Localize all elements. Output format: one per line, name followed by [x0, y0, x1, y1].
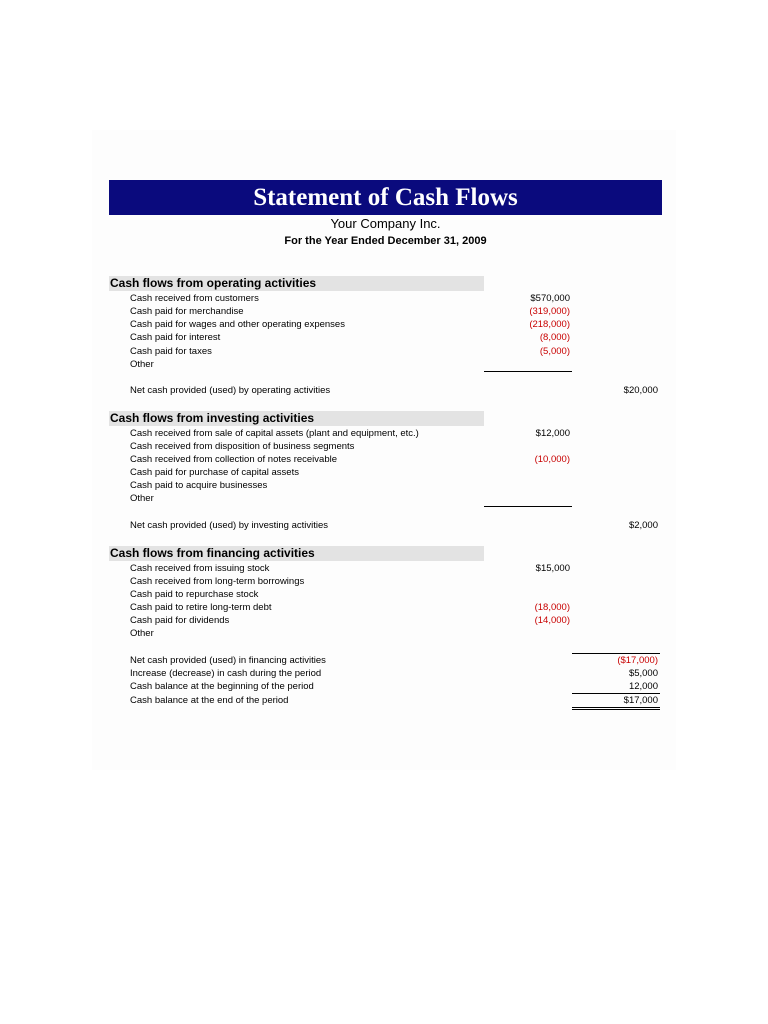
summary-line: Cash balance at the end of the period — [130, 695, 289, 706]
reporting-period: For the Year Ended December 31, 2009 — [284, 235, 487, 247]
financing-line: Cash received from long-term borrowings — [130, 576, 305, 587]
operating-amount: (218,000) — [529, 319, 570, 330]
operating-amount: (5,000) — [539, 346, 570, 357]
company-name: Your Company Inc. — [330, 216, 441, 231]
investing-line: Cash paid for purchase of capital assets — [130, 467, 299, 478]
financing-line: Cash paid for dividends — [130, 615, 230, 626]
summary-amount: ($17,000) — [617, 655, 658, 666]
investing-line: Cash received from disposition of business segments — [130, 441, 355, 452]
financing-line: Other — [130, 628, 154, 639]
summary-line: Cash balance at the beginning of the period — [130, 681, 314, 692]
operating-subtotal-rule — [484, 371, 572, 372]
operating-amount: (319,000) — [529, 306, 570, 317]
operating-line: Cash paid for taxes — [130, 346, 212, 357]
operating-amount: $570,000 — [530, 293, 570, 304]
investing-section-heading: Cash flows from investing activities — [109, 411, 484, 426]
investing-amount: $12,000 — [535, 428, 570, 439]
summary-amount: 12,000 — [628, 681, 658, 692]
double-underline-bottom — [572, 709, 660, 710]
operating-line: Cash paid for merchandise — [130, 306, 244, 317]
financing-amount: (18,000) — [534, 602, 570, 613]
operating-net-label: Net cash provided (used) by operating activities — [130, 385, 331, 396]
statement-title: Statement of Cash Flows — [253, 184, 518, 211]
operating-section-heading: Cash flows from operating activities — [109, 276, 484, 291]
operating-net-amount: $20,000 — [623, 385, 658, 396]
investing-line: Cash received from collection of notes receivable — [130, 454, 337, 465]
summary-amount: $17,000 — [623, 695, 658, 706]
financing-amount: (14,000) — [534, 615, 570, 626]
investing-line: Cash paid to acquire businesses — [130, 480, 268, 491]
summary-amount: $5,000 — [628, 668, 658, 679]
double-underline-top — [572, 707, 660, 708]
investing-subtotal-rule — [484, 506, 572, 507]
investing-line: Other — [130, 493, 154, 504]
financing-line: Cash received from issuing stock — [130, 563, 270, 574]
financing-amount: $15,000 — [535, 563, 570, 574]
investing-net-label: Net cash provided (used) by investing activities — [130, 520, 329, 531]
investing-line: Cash received from sale of capital assets (plant and equipment, etc.) — [130, 428, 419, 439]
operating-line: Cash paid for wages and other operating expenses — [130, 319, 345, 330]
operating-line: Other — [130, 359, 154, 370]
operating-line: Cash received from customers — [130, 293, 259, 304]
financing-section-heading: Cash flows from financing activities — [109, 546, 484, 561]
investing-amount: (10,000) — [534, 454, 570, 465]
financing-line: Cash paid to repurchase stock — [130, 589, 259, 600]
operating-amount: (8,000) — [539, 332, 570, 343]
investing-net-amount: $2,000 — [628, 520, 658, 531]
summary-line: Increase (decrease) in cash during the period — [130, 668, 322, 679]
summary-line: Net cash provided (used) in financing activities — [130, 655, 326, 666]
operating-line: Cash paid for interest — [130, 332, 221, 343]
financing-line: Cash paid to retire long-term debt — [130, 602, 272, 613]
